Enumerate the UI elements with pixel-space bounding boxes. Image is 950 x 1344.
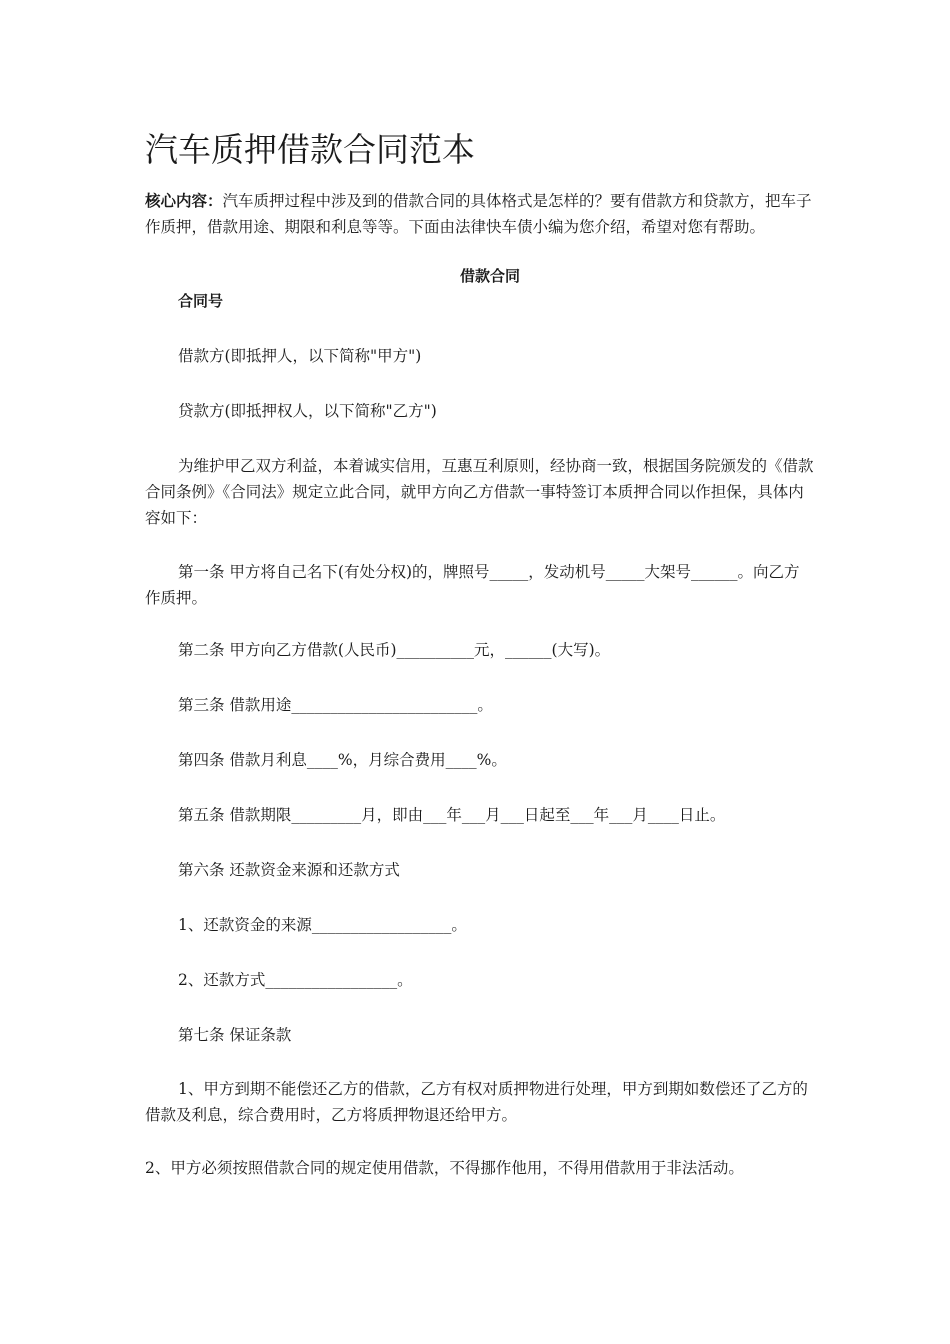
contract-number-label: 合同号: [178, 292, 224, 310]
contract-heading: 借款合同: [459, 267, 520, 285]
document-title: 汽车质押借款合同范本: [145, 130, 475, 169]
paragraph-guarantee-2: 2、甲方必须按照借款合同的规定使用借款，不得挪作他用，不得用借款用于非法活动。: [145, 1159, 744, 1177]
paragraph-repayment-source: 1、还款资金的来源__________________。: [178, 916, 467, 934]
paragraph-article-4: 第四条 借款月利息____%，月综合费用____%。: [178, 751, 507, 769]
paragraph-repayment-method: 2、还款方式_________________。: [178, 971, 413, 989]
paragraph-guarantee-1: 1、甲方到期不能偿还乙方的借款，乙方有权对质押物进行处理，甲方到期如数偿还了乙方的借款及利息，综合费用时，乙方将质押物退还给甲方。: [145, 1080, 808, 1124]
paragraph-lender: 贷款方(即抵押权人，以下简称"乙方"): [178, 402, 437, 420]
paragraph-article-6: 第六条 还款资金来源和还款方式: [178, 861, 400, 879]
paragraph-article-7: 第七条 保证条款: [178, 1026, 292, 1044]
paragraph-borrower: 借款方(即抵押人，以下简称"甲方"): [178, 347, 422, 365]
paragraph-article-2: 第二条 甲方向乙方借款(人民币)__________元，______(大写)。: [178, 641, 611, 659]
paragraph-preamble: 为维护甲乙双方利益，本着诚实信用，互惠互利原则，经协商一致，根据国务院颁发的《借款合同条例》《合同法》规定立此合同，就甲方向乙方借款一事特签订本质押合同以作担保，具体内容如下：: [145, 457, 814, 527]
paragraph-article-3: 第三条 借款用途________________________。: [178, 696, 493, 714]
paragraph-article-1: 第一条 甲方将自己名下(有处分权)的，牌照号_____，发动机号_____大架号______。向乙方作质押。: [145, 563, 800, 607]
paragraph-article-5: 第五条 借款期限_________月，即由___年___月___日起至___年___月____日止。: [178, 806, 726, 824]
summary-label: 核心内容：: [145, 192, 223, 210]
summary-text: 汽车质押过程中涉及到的借款合同的具体格式是怎样的？要有借款方和贷款方，把车子作质押，借款用途、期限和利息等等。下面由法律快车债小编为您介绍，希望对您有帮助。: [145, 192, 812, 236]
summary-paragraph: [145, 188, 815, 240]
